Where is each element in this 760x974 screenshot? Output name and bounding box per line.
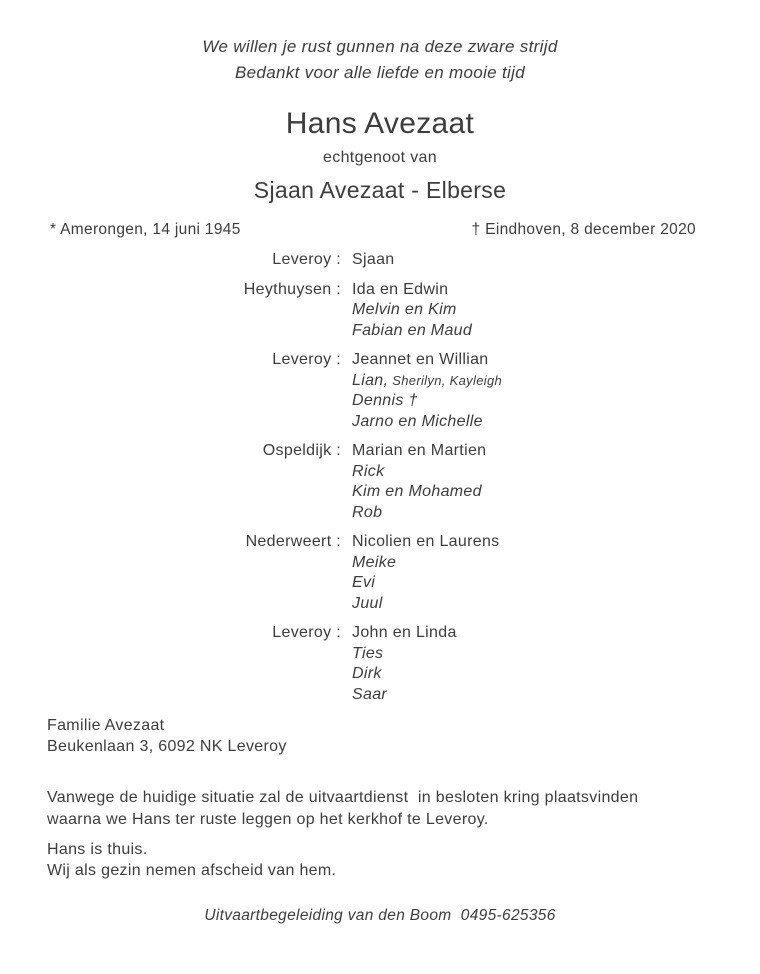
family-names xyxy=(352,532,760,614)
family-member xyxy=(352,371,760,392)
family-names xyxy=(352,280,760,342)
birth-death-row xyxy=(0,220,760,240)
family-group xyxy=(0,350,760,432)
family-member: Melvin en Kim xyxy=(352,301,457,318)
family-member: Ties xyxy=(352,644,384,662)
family-member: Marian en Martien xyxy=(352,442,487,459)
spouse-name: Sjaan Avezaat - Elberse xyxy=(253,177,507,203)
family-member: Evi xyxy=(352,574,376,591)
family-member: Sjaan xyxy=(352,251,395,268)
family-member: John en Linda xyxy=(352,624,457,641)
family-member: Dennis † xyxy=(352,392,418,409)
family-member: Ida en Edwin xyxy=(352,280,449,298)
deceased-name: Hans Avezaat xyxy=(285,107,475,140)
family-list xyxy=(0,250,760,705)
family-member: Rob xyxy=(352,503,383,521)
family-place: Heythuysen : xyxy=(243,280,341,298)
family-member-name: Lian, xyxy=(352,371,389,389)
closing-line-2: Wij als gezin nemen afscheid van hem. xyxy=(47,862,337,879)
death-date: † Eindhoven, 8 december 2020 xyxy=(471,221,696,238)
family-member-grandchildren: Sherilyn, Kayleigh xyxy=(388,372,503,388)
family-names xyxy=(352,250,760,271)
family-place: Ospeldijk : xyxy=(262,442,341,459)
epigraph xyxy=(0,0,760,86)
family-place: Nederweert : xyxy=(245,533,341,550)
family-member: Juul xyxy=(352,594,383,612)
funeral-notice xyxy=(47,787,760,831)
family-group xyxy=(0,280,760,342)
family-place: Leveroy : xyxy=(272,251,341,268)
family-member: Nicolien en Laurens xyxy=(352,533,500,550)
notice-line-1: Vanwege de huidige situatie zal de uitvaartdienst in besloten kring plaatsvinden xyxy=(47,789,639,806)
family-names xyxy=(352,623,760,705)
address-line-1: Familie Avezaat xyxy=(47,717,165,734)
family-member: Jarno en Michelle xyxy=(352,412,483,430)
closing-line-1: Hans is thuis. xyxy=(47,841,148,858)
family-names xyxy=(352,350,760,432)
epigraph-line-2: Bedankt voor alle liefde en mooie tijd xyxy=(235,63,525,82)
epigraph-line-1: We willen je rust gunnen na deze zware strijd xyxy=(202,37,558,56)
family-group xyxy=(0,250,760,271)
family-place: Leveroy : xyxy=(272,624,341,641)
family-group xyxy=(0,623,760,705)
funeral-director-footer: Uitvaartbegeleiding van den Boom 0495-625356 xyxy=(204,907,556,924)
family-member: Dirk xyxy=(352,665,382,682)
family-member: Saar xyxy=(352,685,388,703)
family-group xyxy=(0,532,760,614)
family-member: Kim en Mohamed xyxy=(352,483,482,500)
family-member: Meike xyxy=(352,553,397,571)
family-member: Jeannet en Willian xyxy=(352,351,489,368)
family-address xyxy=(47,715,760,757)
family-member: Rick xyxy=(352,462,385,480)
family-member: Fabian en Maud xyxy=(352,321,473,339)
family-place: Leveroy : xyxy=(272,351,341,368)
family-names xyxy=(352,441,760,523)
closing-lines xyxy=(47,839,760,881)
family-group xyxy=(0,441,760,523)
relation-line: echtgenoot van xyxy=(323,149,437,166)
notice-line-2: waarna we Hans ter ruste leggen op het kerkhof te Leveroy. xyxy=(47,811,489,828)
address-line-2: Beukenlaan 3, 6092 NK Leveroy xyxy=(47,738,287,755)
birth-date: * Amerongen, 14 juni 1945 xyxy=(50,221,241,238)
